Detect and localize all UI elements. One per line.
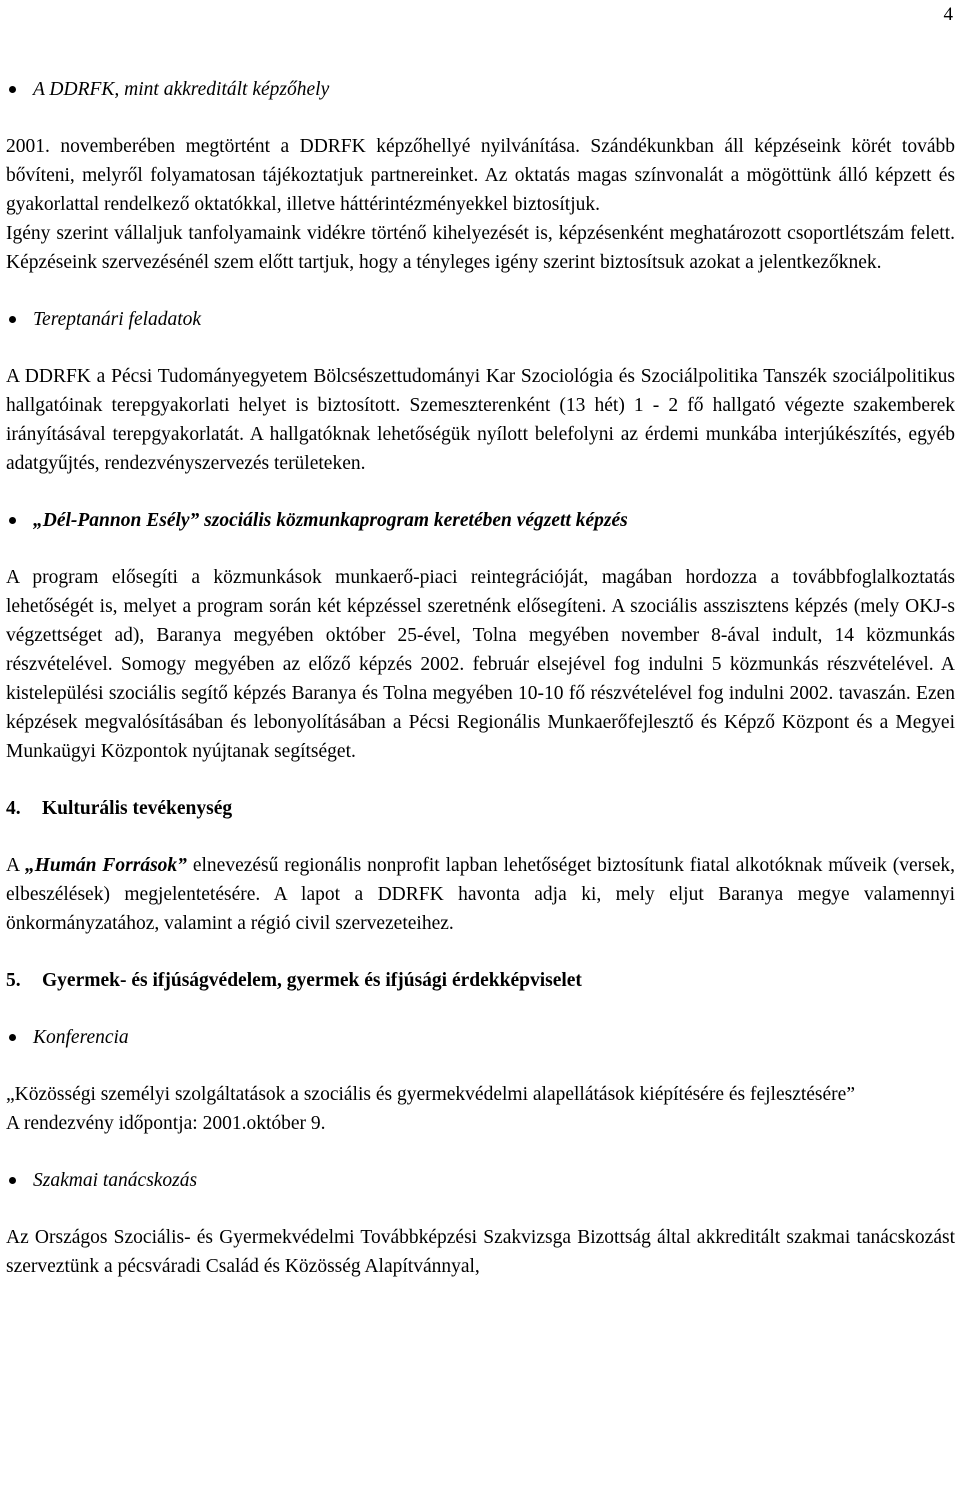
publication-title: „Humán Források” <box>24 855 187 876</box>
paragraph: Igény szerint vállaljuk tanfolyamaink vidékre történő kihelyezését is, képzésenként meghatározott csoportlétszám felett. Képzéseink szervezésénél szem előtt tartjuk, hogy a tényleges igény szerint biztosítsuk azokat a jelentkezőknek. <box>6 223 955 273</box>
bullet-icon <box>9 1177 16 1184</box>
heading-text: Tereptanári feladatok <box>33 309 202 330</box>
section-number: 5. <box>6 970 21 991</box>
section-heading-del-pannon <box>6 506 955 535</box>
paragraph: A program elősegíti a közmunkások munkaerő-piaci reintegrációját, magában hordozza a továbbfoglalkoztatás lehetőségét is, melyet a program során két képzéssel szeretnénk elősegíteni. A szociális asszisztens képzés (mely OKJ-s végzettséget ad), Baranya megyében október 25-ével, Tolna megyében november 8-ával indult, 14 közmunkás részvételével. Somogy megyében az előző képzés 2002. február elsejével fog indulni 5 közmunkás részvételével. A kistelepülési szociális segítő képzés Baranya és Tolna megyében 10-10 fő részvételével fog indulni 2002. tavaszán. Ezen képzések megvalósításában és lebonyolításában a Pécsi Regionális Munkaerőfejlesztő és Képző Központ és a Megyei Munkaügyi Központok nyújtanak segítséget. <box>6 567 955 762</box>
section-number: 4. <box>6 798 21 819</box>
bullet-icon <box>9 1034 16 1041</box>
subheading-konferencia <box>6 1023 955 1052</box>
section-heading-akkreditalt <box>6 75 955 104</box>
conference-title: „Közösségi személyi szolgáltatások a szociális és gyermekvédelmi alapellátások kiépítésére és fejlesztésére” <box>6 1084 855 1105</box>
event-date: A rendezvény időpontja: 2001.október 9. <box>6 1113 326 1134</box>
paragraph: A DDRFK a Pécsi Tudományegyetem Bölcsészettudományi Kar Szociológia és Szociálpolitika Tanszék szociálpolitikus hallgatóinak terepgyakorlati helyet is biztosított. Szemeszterenként (13 hét) 1 - 2 fő hallgató végezte szakemberek irányításával terepgyakorlatát. A hallgatóknak lehetőségük nyílott belefolyni az érdemi munkába interjúkészítés, egyéb adatgyűjtés, rendezvényszervezés területeken. <box>6 366 955 474</box>
heading-text: A DDRFK, mint akkreditált képzőhely <box>33 79 330 100</box>
bullet-icon <box>9 316 16 323</box>
heading-text: Konferencia <box>33 1027 129 1048</box>
page-number: 4 <box>943 4 953 25</box>
section-heading-tereptanari <box>6 305 955 334</box>
subheading-szakmai-tanacskozas <box>6 1166 955 1195</box>
text-run: A <box>6 855 25 876</box>
text-run: elnevezésű regionális nonprofit lapban lehetőséget biztosítunk fiatal alkotóknak műveik (versek, elbeszélések) megjelentetésére. A lapot a DDRFK havonta adja ki, mely eljut Baranya megye valamennyi önkormányzatához, valamint a régió civil szervezeteihez. <box>6 855 955 934</box>
heading-text: „Dél-Pannon Esély” szociális közmunkaprogram keretében végzett képzés <box>33 510 628 531</box>
bullet-icon <box>9 86 16 93</box>
heading-text: Szakmai tanácskozás <box>33 1170 198 1191</box>
section-heading-gyermekvedelem <box>6 966 955 995</box>
paragraph <box>6 851 955 938</box>
paragraph: Az Országos Szociális- és Gyermekvédelmi Továbbképzési Szakvizsga Bizottság által akkreditált szakmai tanácskozást szerveztünk a pécsváradi Család és Közösség Alapítvánnyal, <box>6 1227 955 1277</box>
section-title: Gyermek- és ifjúságvédelem, gyermek és ifjúsági érdekképviselet <box>42 970 582 991</box>
section-title: Kulturális tevékenység <box>42 798 233 819</box>
bullet-icon <box>9 517 16 524</box>
paragraph: 2001. novemberében megtörtént a DDRFK képzőhellyé nyilvánítása. Szándékunkban áll képzéseink körét tovább bővíteni, melyről folyamatosan tájékoztatjuk partnereinket. Az oktatás magas színvonalát a mögöttünk álló képzett és gyakorlattal rendelkező oktatókkal, illetve háttérintézményekkel biztosítjuk. <box>6 136 955 215</box>
section-heading-kulturalis <box>6 794 955 823</box>
document-body <box>6 75 955 1281</box>
